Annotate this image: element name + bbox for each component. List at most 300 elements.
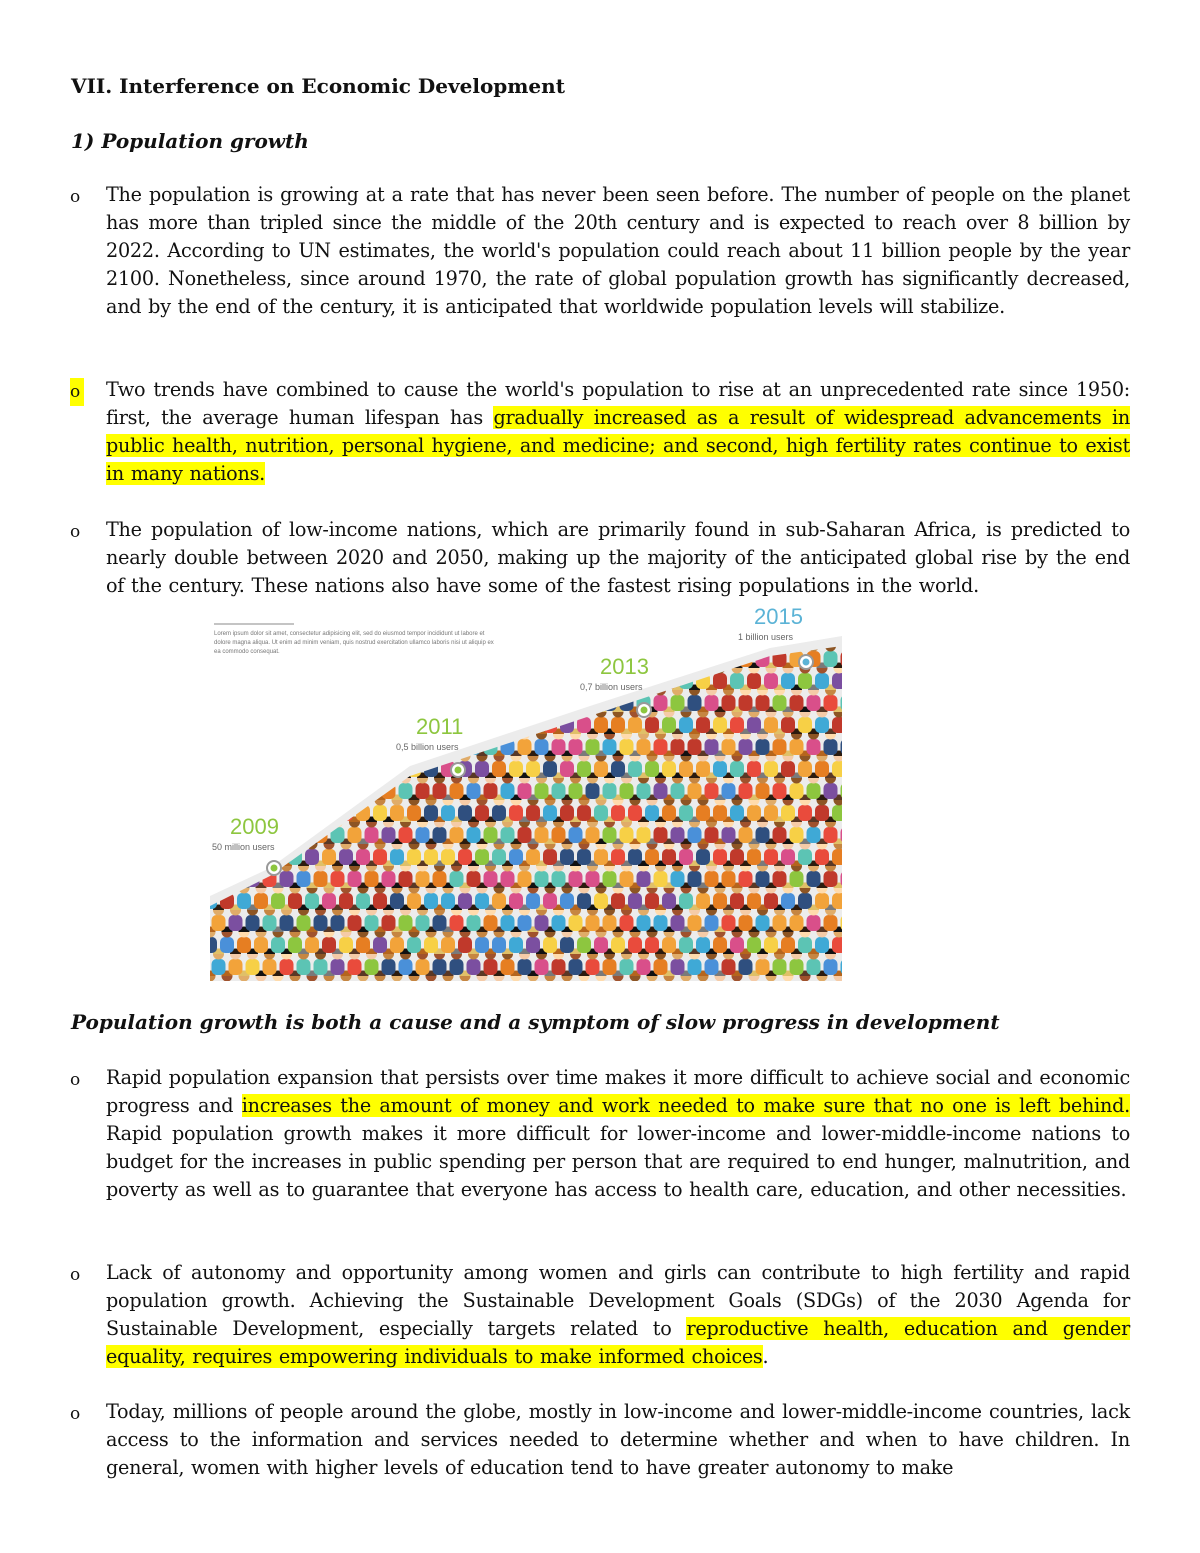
milestone-label: 0,7 billion users — [580, 682, 643, 692]
crowd-person-body — [739, 695, 753, 711]
crowd-person-body — [696, 893, 710, 909]
crowd-person-body — [280, 959, 294, 975]
crowd-person-body — [756, 959, 770, 975]
crowd-person-body — [747, 673, 761, 689]
crowd-person-body — [450, 783, 464, 799]
crowd-person-body — [705, 783, 719, 799]
crowd-person-body — [569, 783, 583, 799]
crowd-person-body — [339, 849, 353, 865]
crowd-person-body — [807, 871, 821, 887]
crowd-person-body — [509, 761, 523, 777]
crowd-person-body — [637, 871, 651, 887]
crowd-person-body — [798, 937, 812, 953]
crowd-person-body — [560, 893, 574, 909]
crowd-person-body — [586, 871, 600, 887]
crowd-person-body — [543, 937, 557, 953]
crowd-person-body — [807, 959, 821, 975]
crowd-person-body — [620, 739, 634, 755]
crowd-person-body — [815, 849, 829, 865]
crowd-person-body — [399, 915, 413, 931]
crowd-person-body — [322, 937, 336, 953]
crowd-person-body — [441, 893, 455, 909]
bullet-item — [70, 1064, 1130, 1204]
bullet-text — [106, 376, 1130, 488]
crowd-person-body — [373, 937, 387, 953]
crowd-person-body — [509, 893, 523, 909]
crowd-person-body — [662, 849, 676, 865]
crowd-person-body — [416, 827, 430, 843]
crowd-person-body — [807, 739, 821, 755]
crowd-person-body — [705, 695, 719, 711]
crowd-person-body — [407, 849, 421, 865]
crowd-person-body — [543, 893, 557, 909]
crowd-person-body — [764, 893, 778, 909]
milestone-dot — [455, 767, 462, 774]
crowd-person-body — [764, 761, 778, 777]
crowd-person-body — [577, 937, 591, 953]
crowd-person-body — [790, 695, 804, 711]
crowd-person-body — [475, 761, 489, 777]
crowd-person-body — [671, 695, 685, 711]
crowd-person-body — [305, 893, 319, 909]
crowd-person-body — [688, 739, 702, 755]
bullet-text — [106, 181, 1130, 321]
milestone-dot — [641, 707, 648, 714]
crowd-person-body — [603, 739, 617, 755]
bullet-item — [70, 376, 1130, 488]
crowd-person-body — [492, 849, 506, 865]
crowd-person-body — [611, 717, 625, 733]
crowd-person-body — [543, 849, 557, 865]
crowd-person-body — [671, 783, 685, 799]
crowd-person-body — [518, 827, 532, 843]
crowd-person-body — [773, 959, 787, 975]
crowd-person-body — [628, 805, 642, 821]
crowd-person-body — [467, 783, 481, 799]
crowd-person-body — [348, 871, 362, 887]
crowd-person-body — [628, 849, 642, 865]
crowd-person-body — [628, 717, 642, 733]
crowd-person-body — [781, 893, 795, 909]
bullet-text — [106, 1259, 1130, 1371]
crowd-person-body — [773, 827, 787, 843]
crowd-person-body — [518, 959, 532, 975]
crowd-person-body — [390, 849, 404, 865]
bullet-text — [106, 516, 1130, 600]
bullet-text-plain: The population is growing at a rate that has never been seen before. The number of people on the planet has more than tripled since the middle of the 20th century and is expected to reach over 8 billion by 2022. According to UN estimates, the world's population could reach about 11 billion people by the year 2100. Nonetheless, since around 1970, the rate of global population growth has significantly decreased, and by the end of the century, it is anticipated that worldwide population levels will stabilize. — [106, 183, 1130, 318]
crowd-person-body — [645, 717, 659, 733]
crowd-person-body — [297, 871, 311, 887]
crowd-person-body — [577, 805, 591, 821]
crowd-person-body — [382, 871, 396, 887]
crowd-person-body — [824, 871, 838, 887]
crowd-person-body — [603, 915, 617, 931]
crowd-person-body — [764, 673, 778, 689]
crowd-person-body — [560, 761, 574, 777]
crowd-person-body — [815, 761, 829, 777]
crowd-person-body — [501, 783, 515, 799]
crowd-person-body — [671, 915, 685, 931]
crowd-person-body — [373, 893, 387, 909]
crowd-person-body — [586, 827, 600, 843]
crowd-person-body — [535, 739, 549, 755]
crowd-person-body — [815, 893, 829, 909]
milestone-label: 1 billion users — [738, 632, 794, 642]
bullet-text-plain: Today, millions of people around the globe, mostly in low-income and lower-middle-income countries, lack access to the information and services needed to determine whether and when to have children. In general, women with higher levels of education tend to have greater autonomy to make — [106, 1400, 1130, 1479]
crowd-person-body — [339, 937, 353, 953]
crowd-person-body — [781, 937, 795, 953]
crowd-person-body — [229, 915, 243, 931]
crowd-person-body — [560, 805, 574, 821]
crowd-person-body — [484, 827, 498, 843]
crowd-person-body — [331, 915, 345, 931]
crowd-person-body — [756, 827, 770, 843]
crowd-person-body — [679, 849, 693, 865]
crowd-person-body — [373, 849, 387, 865]
crowd-person-body — [781, 717, 795, 733]
crowd-person-body — [450, 959, 464, 975]
crowd-person-body — [569, 915, 583, 931]
crowd-person-body — [662, 717, 676, 733]
crowd-person-body — [628, 893, 642, 909]
crowd-person-body — [679, 805, 693, 821]
crowd-person-body — [526, 849, 540, 865]
crowd-person-body — [671, 959, 685, 975]
bullet-item — [70, 181, 1130, 321]
crowd-person-body — [322, 893, 336, 909]
crowd-person-body — [662, 893, 676, 909]
crowd-person-body — [832, 673, 842, 689]
crowd-person-body — [586, 783, 600, 799]
crowd-person-body — [297, 959, 311, 975]
milestone-label: 50 million users — [212, 842, 275, 852]
crowd-person-body — [501, 871, 515, 887]
crowd-person-body — [560, 849, 574, 865]
crowd-person-body — [688, 871, 702, 887]
crowd-person-body — [730, 761, 744, 777]
crowd-person-body — [424, 937, 438, 953]
crowd-person-body — [807, 827, 821, 843]
crowd-person-body — [501, 827, 515, 843]
crowd-person-body — [441, 805, 455, 821]
crowd-person-body — [781, 805, 795, 821]
crowd-person-body — [713, 849, 727, 865]
crowd-person-body — [679, 937, 693, 953]
crowd-person-body — [620, 959, 634, 975]
crowd-person-body — [637, 915, 651, 931]
crowd-person-body — [824, 915, 838, 931]
crowd-person-body — [577, 893, 591, 909]
crowd-person-body — [722, 871, 736, 887]
crowd-person-body — [365, 871, 379, 887]
crowd-person-body — [620, 827, 634, 843]
crowd-person-body — [339, 893, 353, 909]
crowd-person-body — [807, 695, 821, 711]
bullet-text-plain: Two trends have combined to cause the world's population to rise at an unprecedented rate since 1950: first, the average human lifespan has — [106, 378, 1130, 429]
crowd-person-body — [518, 871, 532, 887]
bullet-text-plain: The population of low-income nations, which are primarily found in sub-Saharan Africa, is predicted to nearly double between 2020 and 2050, making up the majority of the anticipated global rise by the end of the century. These nations also have some of the fastest rising populations in the world. — [106, 518, 1130, 597]
crowd-person-body — [679, 893, 693, 909]
crowd-person-body — [552, 783, 566, 799]
crowd-person-body — [433, 827, 447, 843]
crowd-person-body — [637, 959, 651, 975]
crowd-person-body — [492, 761, 506, 777]
crowd-person-body — [467, 827, 481, 843]
milestone-label: 0,5 billion users — [396, 742, 459, 752]
crowd-person-body — [390, 805, 404, 821]
crowd-person-body — [824, 959, 838, 975]
crowd-person-body — [688, 959, 702, 975]
bullet-text-highlight: increases the amount of money and work needed to make sure that no one is left behind. — [241, 1094, 1130, 1117]
crowd-person-body — [424, 805, 438, 821]
crowd-person-body — [501, 959, 515, 975]
crowd-person-body — [790, 871, 804, 887]
crowd-person-body — [594, 849, 608, 865]
crowd-person-body — [399, 827, 413, 843]
crowd-person-body — [824, 783, 838, 799]
crowd-person-body — [713, 893, 727, 909]
crowd-person-body — [594, 761, 608, 777]
crowd-person-body — [756, 871, 770, 887]
crowd-person-body — [679, 717, 693, 733]
crowd-person-body — [739, 871, 753, 887]
crowd-person-body — [552, 915, 566, 931]
crowd-person-body — [747, 761, 761, 777]
crowd-person-body — [739, 915, 753, 931]
crowd-person-body — [407, 805, 421, 821]
crowd-person-body — [458, 893, 472, 909]
crowd-person-body — [611, 805, 625, 821]
crowd-person-body — [288, 893, 302, 909]
crowd-person-body — [577, 761, 591, 777]
crowd-person-body — [798, 717, 812, 733]
crowd-person-body — [654, 915, 668, 931]
crowd-person-body — [305, 849, 319, 865]
crowd-person-body — [603, 959, 617, 975]
crowd-person-body — [526, 761, 540, 777]
crowd-person-body — [832, 805, 842, 821]
crowd-person-body — [535, 915, 549, 931]
crowd-person-body — [756, 915, 770, 931]
crowd-person-body — [722, 959, 736, 975]
bullet-text-highlight: gradually increased as a result of widespread advancements in public health, nutrition, personal hygiene, and medicine; and second, high fertility rates continue to exist in many nations. — [106, 406, 1130, 485]
crowd-person-body — [730, 805, 744, 821]
crowd-person-body — [365, 827, 379, 843]
crowd-person-body — [348, 959, 362, 975]
crowd-person-body — [773, 915, 787, 931]
crowd-person-body — [509, 849, 523, 865]
bullet-text-highlight: reproductive health, education and gender equality, requires empowering individuals to make informed choices — [106, 1317, 1130, 1368]
milestone-year: 2011 — [416, 714, 464, 739]
population-growth-figure — [210, 606, 842, 981]
crowd-person-body — [594, 805, 608, 821]
crowd-person-body — [467, 871, 481, 887]
crowd-person-body — [365, 959, 379, 975]
crowd-person-body — [696, 761, 710, 777]
bullet-item — [70, 1259, 1130, 1371]
crowd-person-body — [501, 915, 515, 931]
crowd-person-body — [254, 893, 268, 909]
crowd-person-body — [705, 739, 719, 755]
crowd-person-body — [637, 783, 651, 799]
crowd-person-body — [526, 937, 540, 953]
crowd-person-body — [790, 827, 804, 843]
crowd-person-body — [331, 959, 345, 975]
crowd-person-body — [637, 827, 651, 843]
milestone-year: 2009 — [230, 814, 279, 839]
crowd-person-body — [730, 937, 744, 953]
crowd-person-body — [484, 783, 498, 799]
crowd-person-body — [688, 783, 702, 799]
crowd-person-body — [705, 871, 719, 887]
crowd-person-body — [645, 937, 659, 953]
crowd-person-body — [433, 915, 447, 931]
crowd-person-body — [790, 915, 804, 931]
crowd-person-body — [210, 937, 217, 953]
crowd-person-body — [535, 871, 549, 887]
crowd-person-body — [509, 805, 523, 821]
crowd-person-body — [688, 915, 702, 931]
crowd-person-body — [747, 717, 761, 733]
bullet-marker: o — [70, 522, 81, 542]
crowd-person-body — [552, 959, 566, 975]
crowd-person-body — [824, 651, 838, 667]
crowd-person-body — [586, 915, 600, 931]
crowd-person-body — [671, 871, 685, 887]
crowd-person-body — [798, 893, 812, 909]
crowd-person-body — [475, 849, 489, 865]
bullet-text — [106, 1398, 1130, 1482]
crowd-person-body — [271, 893, 285, 909]
crowd-person-body — [492, 893, 506, 909]
crowd-person-body — [747, 937, 761, 953]
subheading-population-growth: 1) Population growth — [71, 129, 309, 153]
crowd-person-body — [399, 871, 413, 887]
crowd-person-body — [773, 783, 787, 799]
crowd-person-body — [543, 761, 557, 777]
crowd-person-body — [628, 761, 642, 777]
crowd-person-body — [832, 717, 842, 733]
crowd-person-body — [756, 783, 770, 799]
crowd-person-body — [662, 761, 676, 777]
crowd-person-body — [594, 893, 608, 909]
crowd-person-body — [594, 717, 608, 733]
crowd-person-body — [730, 893, 744, 909]
crowd-person-body — [552, 739, 566, 755]
section-heading: VII. Interference on Economic Development — [71, 74, 565, 98]
crowd-person-body — [484, 915, 498, 931]
figure-lorem-text: Lorem ipsum dolor sit amet, consectetur adipisicing elit, sed do eiusmod tempor incididunt ut labore et dolore magna aliqua. Ut enim ad minim veniam, quis nostrud exercitation ullamco laboris nisi ut aliquip ex ea commodo consequat. — [214, 631, 494, 655]
crowd-person-body — [450, 915, 464, 931]
bullet-text — [106, 1064, 1130, 1204]
crowd-person-body — [535, 827, 549, 843]
crowd-person-body — [832, 893, 842, 909]
crowd-person-body — [679, 761, 693, 777]
crowd-person-body — [824, 695, 838, 711]
crowd-person-body — [747, 849, 761, 865]
crowd-person-body — [832, 761, 842, 777]
crowd-person-body — [739, 739, 753, 755]
crowd-person-body — [832, 849, 842, 865]
bullet-text-plain: Rapid population expansion that persists over time makes it more difficult to achieve social and economic progress and — [106, 1066, 1130, 1117]
crowd-person-body — [424, 849, 438, 865]
crowd-person-body — [586, 959, 600, 975]
crowd-person-body — [713, 717, 727, 733]
crowd-person-body — [237, 937, 251, 953]
crowd-person-body — [458, 849, 472, 865]
crowd-person-body — [756, 695, 770, 711]
crowd-person-body — [314, 915, 328, 931]
crowd-person-body — [577, 849, 591, 865]
crowd-person-body — [467, 915, 481, 931]
crowd-person-body — [441, 937, 455, 953]
crowd-person-body — [365, 915, 379, 931]
crowd-person-body — [654, 695, 668, 711]
crowd-person-body — [220, 937, 234, 953]
crowd-person-body — [781, 849, 795, 865]
crowd-person-body — [433, 959, 447, 975]
crowd-person-body — [348, 915, 362, 931]
crowd-person-body — [713, 673, 727, 689]
crowd-person-body — [450, 827, 464, 843]
crowd-person-body — [271, 937, 285, 953]
bullet-marker: o — [70, 1265, 81, 1285]
crowd-person-body — [484, 959, 498, 975]
crowd-person-body — [543, 805, 557, 821]
crowd-person-body — [654, 871, 668, 887]
crowd-person-body — [713, 937, 727, 953]
crowd-person-body — [654, 827, 668, 843]
crowd-person-body — [781, 673, 795, 689]
crowd-person-body — [739, 783, 753, 799]
crowd-person-body — [611, 937, 625, 953]
crowd-person-body — [492, 805, 506, 821]
crowd-person-body — [237, 893, 251, 909]
crowd-person-body — [475, 805, 489, 821]
crowd-person-body — [654, 783, 668, 799]
crowd-person-body — [815, 717, 829, 733]
crowd-person-body — [620, 915, 634, 931]
crowd-person-body — [297, 915, 311, 931]
crowd-person-body — [458, 937, 472, 953]
crowd-person-body — [722, 915, 736, 931]
crowd-person-body — [441, 849, 455, 865]
crowd-person-body — [467, 959, 481, 975]
crowd-person-body — [824, 827, 838, 843]
crowd-person-body — [662, 805, 676, 821]
crowd-person-body — [798, 805, 812, 821]
crowd-person-body — [518, 915, 532, 931]
crowd-person-body — [654, 739, 668, 755]
crowd-person-body — [586, 739, 600, 755]
crowd-person-body — [254, 937, 268, 953]
crowd-person-body — [399, 959, 413, 975]
crowd-person-body — [569, 871, 583, 887]
crowd-person-body — [764, 937, 778, 953]
crowd-person-body — [424, 893, 438, 909]
crowd-person-body — [798, 849, 812, 865]
crowd-person-body — [747, 805, 761, 821]
crowd-person-body — [535, 783, 549, 799]
crowd-person-body — [535, 959, 549, 975]
crowd-person-body — [611, 761, 625, 777]
crowd-person-body — [280, 915, 294, 931]
milestone-dot — [271, 865, 278, 872]
crowd-person-body — [764, 849, 778, 865]
crowd-person-body — [280, 871, 294, 887]
crowd-person-body — [696, 937, 710, 953]
crowd-person-body — [696, 849, 710, 865]
